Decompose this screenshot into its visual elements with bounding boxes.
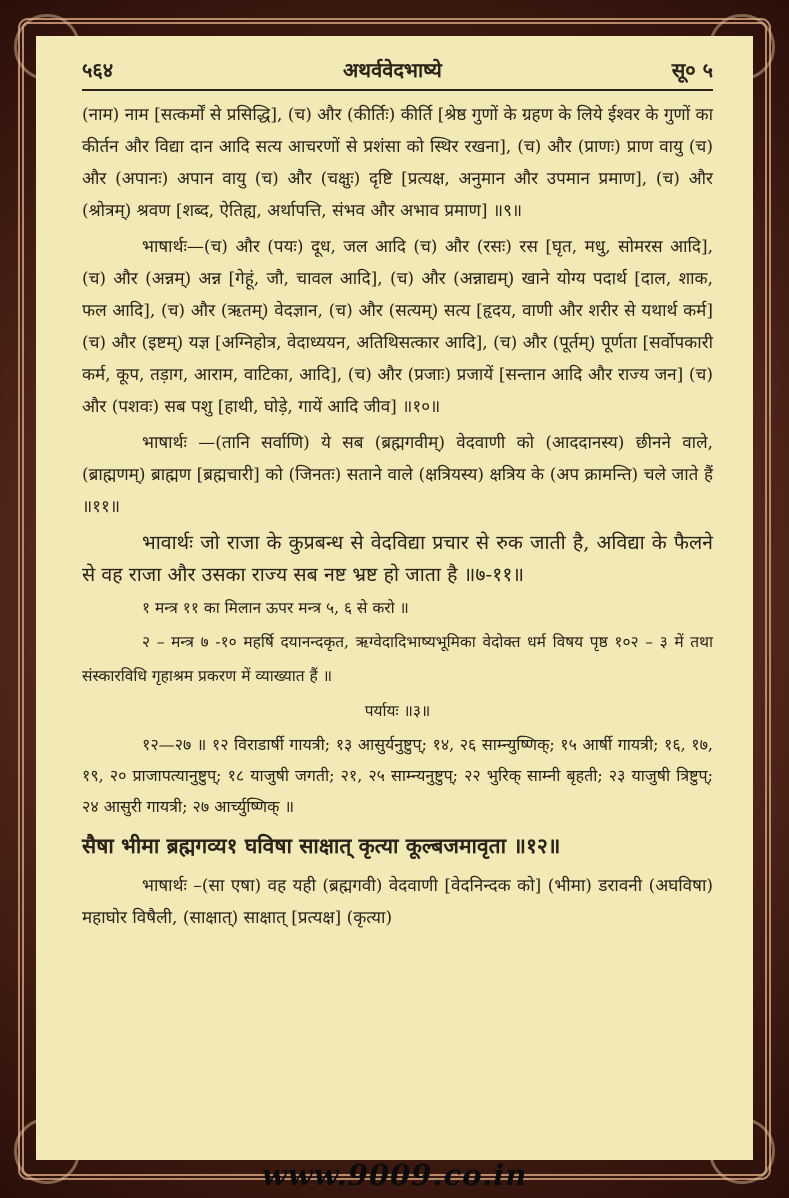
page-title: अथर्ववेदभाष्ये: [343, 58, 442, 82]
footnote-1: १ मन्त्र ११ का मिलान ऊपर मन्त्र ५, ६ से करो ॥: [142, 599, 409, 617]
paragraph-verse-10: भाषार्थः—(च) और (पयः) दूध, जल आदि (च) और (रसः) रस [घृत, मधु, सोमरस आदि], (च) और (अन्नम्) अन्न [गेहूं, जौ, चावल आदि], (च) और (अन्नाद्यम्) खाने योग्य पदार्थ [दाल, शाक, फल आदि], (च) और (ऋतम्) वेदज्ञान, (च) और (सत्यम्) सत्य [हृदय, वाणी और शरीर से यथार्थ कर्म] (च) और (इष्टम्) यज्ञ [अग्निहोत्र, वेदाध्ययन, अतिथिसत्कार आदि], (च) और (पूर्तम्) पूर्णता [सर्वोपकारी कर्म, कूप, तड़ाग, आराम, वाटिका, आदि], (च) और (प्रजाः) प्रजायें [सन्तान आदि और राज्य जन] (च) और (पशवः) सब पशु [हाथी, घोड़े, गायें आदि जीव] ॥१०॥: [82, 237, 713, 417]
paragraph-verse-11: भाषार्थः —(तानि सर्वाणि) ये सब (ब्रह्मगवीम्) वेदवाणी को (आददानस्य) छीनने वाले, (ब्राह्मणम्) ब्राह्मण [ब्रह्मचारी] को (जिनतः) सताने वाले (क्षत्रियस्य) क्षत्रिय के (अप क्रामन्ति) चले जाते हैं ॥११॥: [82, 433, 713, 517]
page-header: [82, 56, 713, 87]
paragraph-verse-12: भाषार्थः –(सा एषा) वह यही (ब्रह्मगवी) वेदवाणी [वेदनिन्दक को] (भीमा) डरावनी (अघविषा) महाघोर विषैली, (साक्षात्) साक्षात् [प्रत्यक्ष] (कृत्या): [82, 876, 713, 928]
metre-list: १२—२७ ॥ १२ विराडार्षी गायत्री; १३ आसुर्यनुष्टुप्; १४, २६ साम्न्युष्णिक्; १५ आर्षी गायत्री; १६, १७, १९, २० प्राजापत्यानुष्टुप्; १८ याजुषी जगती; २१, २५ साम्न्यनुष्टुप्; २२ भुरिक् साम्नी बृहती; २३ याजुषी त्रिष्टुप्; २४ आसुरी गायत्री; २७ आर्च्युष्णिक् ॥: [82, 735, 713, 816]
watermark-url: www.9009.co.in: [261, 1158, 528, 1192]
paragraph-verse-9: (नाम) नाम [सत्कर्मों से प्रसिद्धि], (च) और (कीर्तिः) कीर्ति [श्रेष्ठ गुणों के ग्रहण के लिये ईश्वर के गुणों का कीर्तन और विद्या दान आदि सत्य आचरणों से प्रशंसा को स्थिर रखना], (च) और (प्राणः) प्राण वायु (च) और (अपानः) अपान वायु (च) और (चक्षुः) दृष्टि [प्रत्यक्ष, अनुमान और उपमान प्रमाण], (च) और (श्रोत्रम्) श्रवण [शब्द, ऐतिह्य, अर्थापत्ति, संभव और अभाव प्रमाण] ॥९॥: [82, 105, 713, 221]
section-label: सू० ५: [671, 58, 713, 82]
page-number: ५६४: [82, 58, 114, 82]
paragraph-bhavartha: भावार्थः जो राजा के कुप्रबन्ध से वेदविद्या प्रचार से रुक जाती है, अविद्या के फैलने से वह राजा और उसका राज्य सब नष्ट भ्रष्ट हो जाता है ॥७-११॥: [82, 531, 713, 586]
book-page: [36, 36, 753, 1160]
header-rule: [82, 89, 713, 91]
paryaya-heading: पर्यायः ॥३॥: [364, 702, 431, 720]
footnote-2: २ – मन्त्र ७ -१० महर्षि दयानन्दकृत, ऋग्वेदादिभाष्यभूमिका वेदोक्त धर्म विषय पृष्ठ १०२ – ३ में तथा संस्कारविधि गृहाश्रम प्रकरण में व्याख्यात हैं ॥: [82, 633, 713, 685]
mantra-verse-12: सैषा भीमा ब्रह्मगव्य१ घविषा साक्षात् कृत्या कूल्बजमावृता ॥१२॥: [82, 833, 561, 858]
